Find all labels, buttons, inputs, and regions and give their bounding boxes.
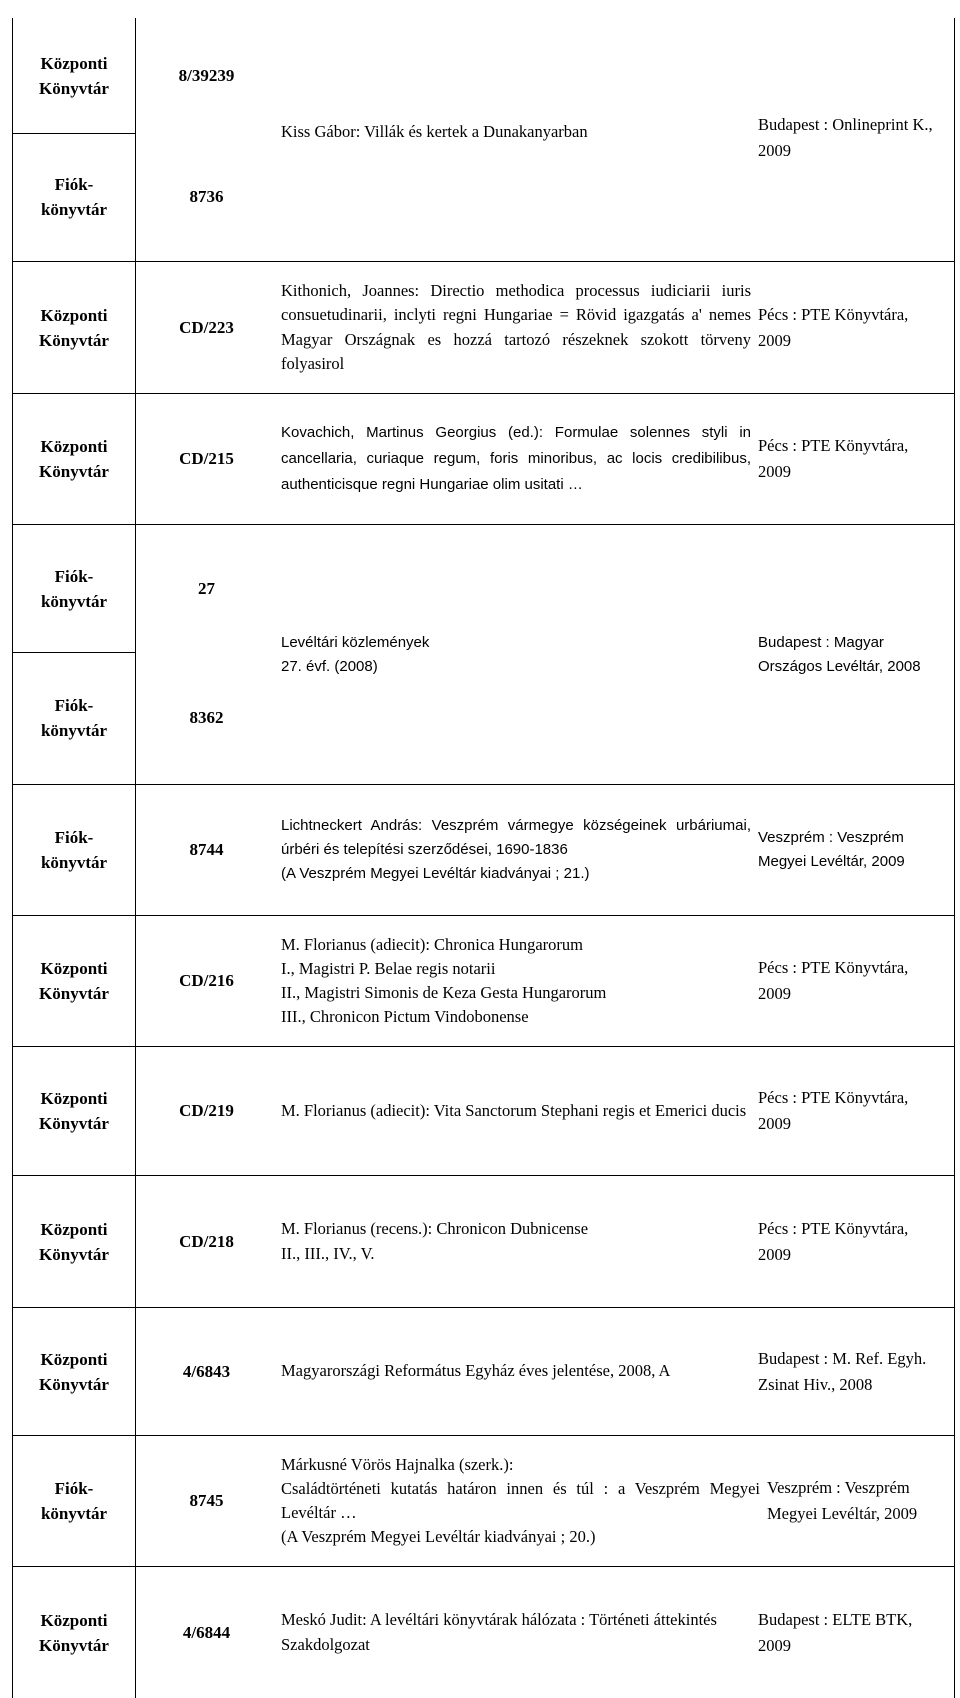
location-cell [12,1308,136,1435]
title-cell [278,1436,764,1566]
publisher-line: Pécs : PTE Könyvtára, [758,1218,909,1238]
table-row [12,1567,955,1698]
location-label: Fiók- [54,566,94,586]
publisher-line: 2009 [758,462,791,481]
location-label: Könyvtár [39,78,109,98]
publisher-cell [755,1047,955,1175]
location-label: Központi [40,305,108,325]
title-line: Levéltári közlemények [281,633,430,651]
title-line: II., III., IV., V. [281,1243,375,1263]
publisher-cell [755,785,955,915]
title-cell [278,1308,755,1435]
publisher-cell [755,916,955,1046]
title-line: Meskó Judit: A levéltári könyvtárak hálózata : Történeti áttekintés [281,1610,717,1629]
title-line: Magyarországi Református Egyház éves jelentése, 2008, A [281,1361,671,1381]
publisher-line: 2009 [758,1635,791,1655]
publisher-line: 2009 [758,984,791,1003]
call-number: CD/219 [179,1101,234,1120]
location-label: könyvtár [40,1504,108,1523]
publisher-cell [755,525,955,784]
title-cell [278,394,755,524]
call-number: CD/223 [179,317,234,337]
location-label: Központi [40,1610,108,1630]
location-label: Fiók- [54,828,94,847]
title-line: M. Florianus (adiecit): Vita Sanctorum Stephani regis et Emerici ducis [281,1100,747,1120]
location-label: Fiók- [54,696,94,715]
call-number: CD/215 [179,449,234,468]
title-line: Szakdolgozat [281,1634,370,1654]
location-label: könyvtár [40,721,108,740]
publisher-line: 2009 [758,141,791,160]
publisher-line: Megyei Levéltár, 2009 [767,1504,918,1523]
publisher-line: Pécs : PTE Könyvtára, [758,1088,909,1107]
publisher-line: Pécs : PTE Könyvtára, [758,436,909,455]
location-cell [12,1436,136,1566]
location-cell [12,1176,136,1307]
title-cell [278,262,755,393]
publisher-line: Megyei Levéltár, 2009 [758,853,905,870]
title-cell [278,18,755,261]
location-label: Központi [40,1349,108,1369]
title-line: Márkusné Vörös Hajnalka (szerk.): [281,1455,514,1474]
call-number: 27 [198,578,215,598]
publisher-line: Budapest : ELTE BTK, [758,1609,913,1629]
location-label: Központi [40,53,108,73]
call-number: 4/6844 [182,1622,231,1642]
publisher-cell [755,1176,955,1307]
location-cell [12,785,136,915]
title-line: II., Magistri Simonis de Keza Gesta Hungarorum [281,983,607,1002]
publisher-line: Budapest : M. Ref. Egyh. [758,1348,927,1368]
call-number: 8/39239 [178,65,235,85]
location-label: könyvtár [40,853,108,872]
publisher-cell [764,1436,955,1566]
title-line: III., Chronicon Pictum Vindobonense [281,1007,529,1026]
location-cell [12,262,136,393]
merged-cells [12,18,955,261]
publisher-line: Pécs : PTE Könyvtára, [758,958,909,977]
table-row [12,1176,955,1307]
location-label: Fiók- [54,1479,94,1498]
location-cell [12,1567,136,1698]
merged-cells [12,525,955,784]
title-line: M. Florianus (adiecit): Chronica Hungarorum [281,935,583,954]
title-cell [278,1047,755,1175]
table-row [12,785,955,915]
table-row [12,1436,955,1566]
title-line: Lichtneckert András: Veszprém vármegye községeinek urbáriumai, úrbéri és telepítési szerződései, 1690-1836 [281,817,751,858]
table-row [12,916,955,1046]
call-number: 8744 [189,840,224,859]
location-label: Központi [40,1089,108,1108]
location-cell [12,1047,136,1175]
title-cell [278,916,755,1046]
title-line: 27. évf. (2008) [281,657,378,675]
location-label: Központi [40,1219,108,1239]
title-cell [278,525,755,784]
title-line: Kiss Gábor: Villák és kertek a Dunakanyarban [281,122,588,141]
call-number: 4/6843 [182,1361,231,1381]
publisher-cell [755,262,955,393]
publisher-line: Budapest : Magyar [758,633,884,651]
table-row [12,1047,955,1175]
title-cell [278,1176,755,1307]
publisher-cell [755,394,955,524]
title-line: M. Florianus (recens.): Chronicon Dubnicense [281,1219,589,1238]
publisher-line: Zsinat Hiv., 2008 [758,1374,873,1394]
location-label: Központi [40,437,108,456]
call-number: 8362 [189,708,224,727]
call-number: CD/218 [179,1231,234,1251]
title-line: Kithonich, Joannes: Directio methodica processus iudiciarii iuris consuetudinarii, inclyti regni Hungariae = Rövid igazgatás a' nemes Magyar Országnak es hozzá tartozó részeknek szokott törveny folyasirol [281,280,751,373]
publisher-line: 2009 [758,330,791,350]
title-line: I., Magistri P. Belae regis notarii [281,959,496,978]
publisher-cell [755,18,955,261]
title-line: Kovachich, Martinus Georgius (ed.): Formulae solennes styli in cancellaria, curiaque regum, foris minoribus, ac locis credibilibus, authenticisque regni Hungariae olim usitati … [281,424,751,493]
call-number: CD/216 [179,971,234,990]
publisher-line: Veszprém : Veszprém [758,829,904,846]
title-line: Családtörténeti kutatás határon innen és túl : a Veszprém Megyei Levéltár … [281,1479,760,1522]
table-row [12,394,955,524]
publisher-line: Pécs : PTE Könyvtára, [758,304,909,324]
location-cell [12,916,136,1046]
call-number: 8736 [189,187,224,206]
location-label: Könyvtár [39,462,109,481]
location-label: Könyvtár [39,984,109,1003]
publisher-cell [755,1308,955,1435]
location-label: Könyvtár [39,1635,109,1655]
table-row [12,262,955,393]
location-label: könyvtár [40,591,108,611]
call-number: 8745 [189,1491,224,1510]
location-label: könyvtár [40,200,108,219]
title-cell [278,1567,755,1698]
publisher-line: 2009 [758,1244,791,1264]
title-line: (A Veszprém Megyei Levéltár kiadványai ; 21.) [281,865,590,882]
location-cell [12,394,136,524]
location-label: Könyvtár [39,1244,109,1264]
publisher-line: Budapest : Onlineprint K., [758,115,933,134]
location-label: Fiók- [54,175,94,194]
publisher-line: Országos Levéltár, 2008 [758,657,921,675]
location-label: Központi [40,959,108,978]
publisher-line: 2009 [758,1114,791,1133]
publisher-line: Veszprém : Veszprém [767,1478,910,1497]
location-label: Könyvtár [39,330,109,350]
location-label: Könyvtár [39,1374,109,1394]
table-row [12,1308,955,1435]
title-cell [278,785,755,915]
location-label: Könyvtár [39,1114,109,1133]
publisher-cell [755,1567,955,1698]
title-line: (A Veszprém Megyei Levéltár kiadványai ; 20.) [281,1527,596,1546]
